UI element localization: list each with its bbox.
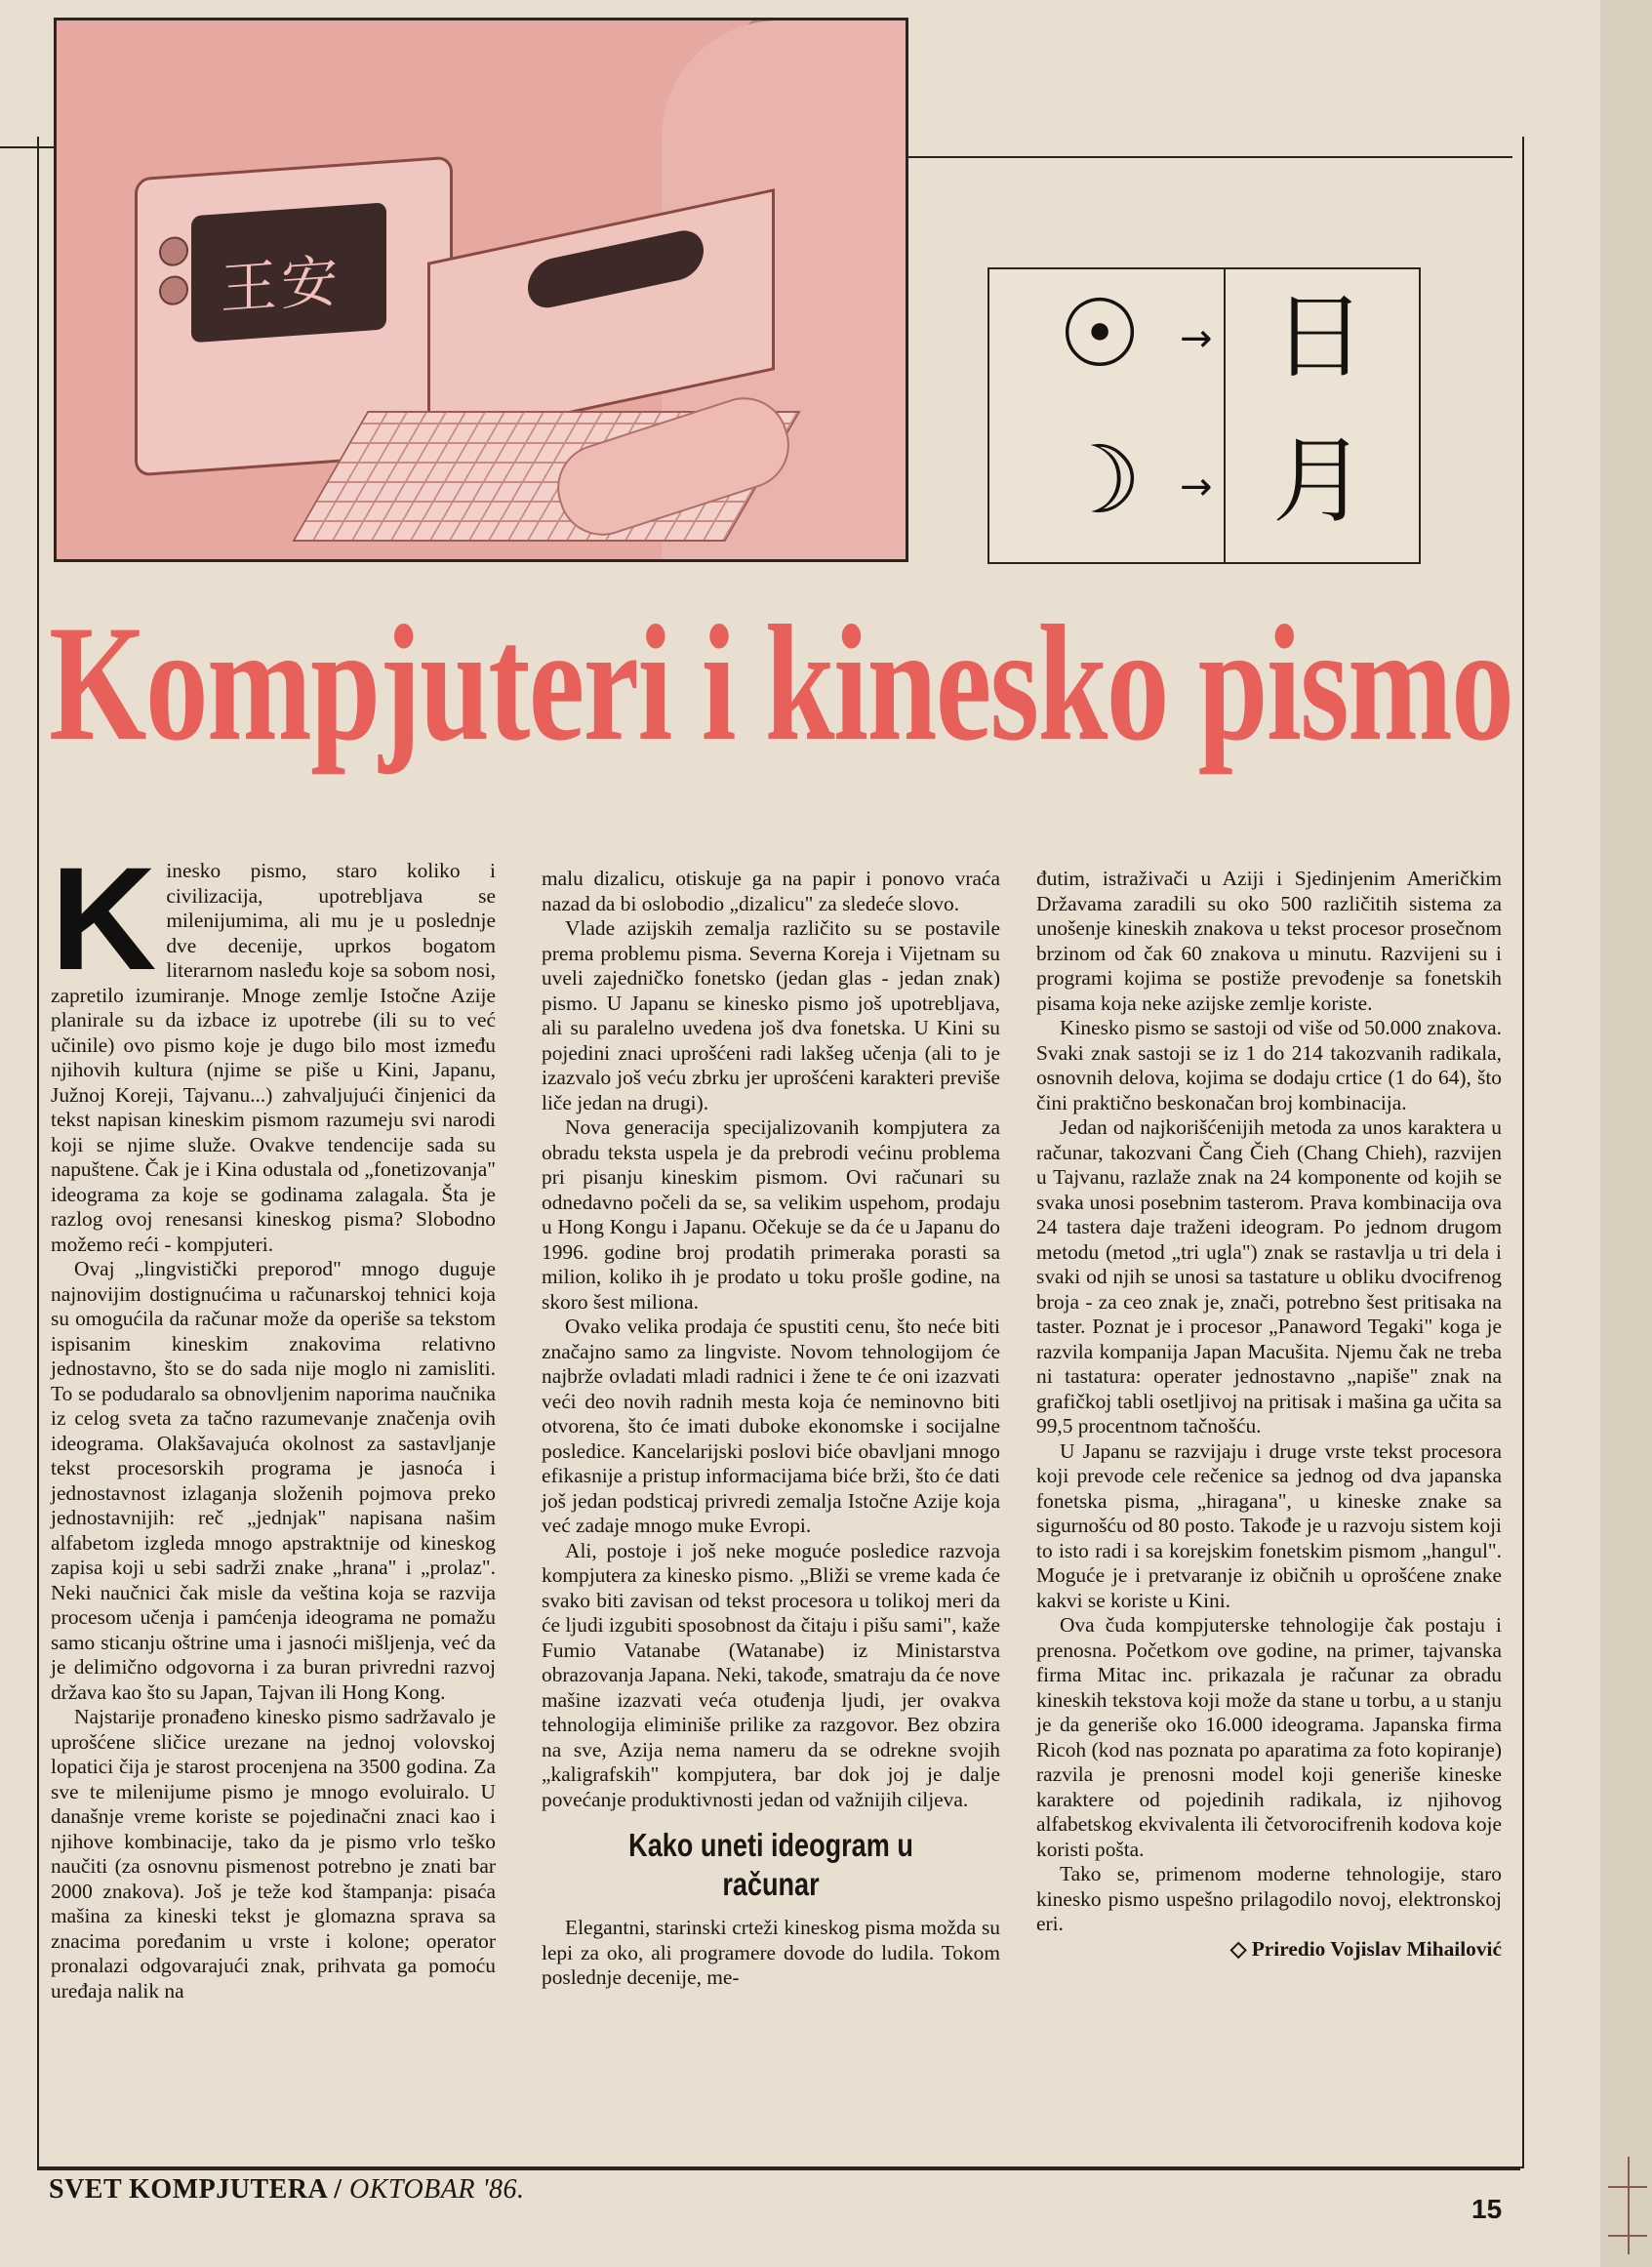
magazine-name: SVET KOMPJUTERA / (49, 2174, 342, 2205)
paragraph: Ova čuda kompjuterske tehnologije čak postaju i prenosna. Početkom ove godine, na primer, tajvanska firma Mitac inc. prikazala je računar za obradu kineskih tekstova koji može da stane u torbu, a u stanju je da generiše oko 16.000 ideograma. Japanska firma Ricoh (kod nas poznata po aparatima za foto kopiranje) razvila je prenosni model koji generiše kineske karaktere od pojedinih radikala, iz njihovog alfabetskog ekvivalenta ili četvorocifrenih kodova koje koristi pošta. (1036, 1613, 1502, 1861)
sun-character: 日 (1272, 285, 1366, 389)
crop-mark (1608, 2235, 1647, 2237)
paragraph: Ali, postoje i još neke moguće posledice razvoja kompjutera za kinesko pismo. „Bliži se vreme kada će svako biti zavisan od tekst procesora u tolikoj meri da će ljudi izgubiti sposobnost da čitaju i pišu sami", kaže Fumio Vatanabe (Watanabe) iz Ministarstva obrazovanja Japana. Neki, takođe, smatraju da će nove mašine izazvati veća otuđenja ljudi, jer ovakva tehnologija eliminiše prilike za razgovor. Bez obzira na sve, Azija nema nameru da se odrekne svojih „kaligrafskih" kompjutera, bar dok joj je dalje povećanje produktivnosti jedan od važnijih ciljeva. (542, 1538, 1000, 1811)
paragraph: U Japanu se razvijaju i druge vrste tekst procesora koji prevode cele rečenice sa jednog od dva japanska fonetska pisma, „hiragana", u kineske znake sa sigurnošću od 80 posto. Takođe je u razvoju sistem koji to isto radi i sa korejskim fonetskim pismom „hangul". Moguće je i pretvaranje iz običnih u oprošćene znake kakvi se koriste u Kini. (1036, 1438, 1502, 1612)
author-signature: ◇ Priredio Vojislav Mihailović (1229, 1936, 1502, 1961)
paragraph: Nova generacija specijalizovanih kompjutera za obradu teksta uspela je da prebrodi većinu problema pri pisanju kineskim pismom. Ovi računari su odnedavno počeli da se, sa velikim uspehom, prodaju u Hong Kongu i Japanu. Očekuje se da će u Japanu do 1996. godine broj prodatih primeraka porasti sa milion, koliko ih je prodato u toku prošle godine, na skoro šest miliona. (542, 1115, 1000, 1314)
article-title: Kompjuteri i kinesko pismo (49, 591, 1513, 775)
paragraph: Elegantni, starinski crteži kineskog pisma možda su lepi za oko, ali programere dovode do ludila. Tokom poslednje decenije, me- (542, 1916, 1000, 1989)
photo-monitor-knob (159, 275, 188, 306)
page-edge (1600, 0, 1652, 2267)
diagram-divider (1224, 269, 1226, 562)
photo-computer-operator (54, 18, 908, 562)
paragraph: Ovaj „lingvistički preporod" mnogo duguje najnovijim dostignućima u računarskoj tehnici koja su omogućila da računar može da operiše sa tekstom ispisanim kineskim znakovima relativno jednostavno, što se do sada nije moglo ni zamisliti. To se podudaralo sa obnovljenim naporima naučnika iz celog sveta za tačno razumevanje značenja ovih ideograma. Olakšavajuća okolnost za sastavljanje tekst procesorskih programa je jasnoća i jednostavnost izlaganja složenih pojmova preko jednostavnijih: reč „jednjak" napisana našim alfabetom izgleda mnogo apstraktnije od kineskog zapisa koji u sebi sadrži znake „hrana" i „prolaz". Neki naučnici čak misle da veština koja se razvija procesom učenja i pamćenja ideograma ne pomažu samo sticanju oštrine uma i jasnoći mišljenja, već da je delimično odgovorna i za buran privredni razvoj država kao što su Japan, Tajvan ili Hong Kong. (51, 1257, 496, 1704)
paragraph: inesko pismo, staro koliko i civilizacija, upotrebljava se milenijumima, ali mu je u poslednje dve decenije, uprkos bogatom literarnom nasleđu koje sa sobom nosi, zapretilo izumiranje. Mnoge zemlje Istočne Azije planirale su da izbace iz upotrebe (ili su to već učinile) ovo pismo koje je dugo bilo most između njihovih kultura (njime se piše u Kini, Japanu, Južnoj Koreji, Tajvanu...) zahvaljujući činjenici da tekst napisan kineskim pismom razumeju svi narodi koji se njime služe. Ovakve tendencije sada su napuštene. Čak je i Kina odustala od „fonetizovanja" ideograma za koje se godinama zalagala. Šta je razlog ovoj renesansi kineskog pisma? Slobodno možemo reći - kompjuteri. (51, 859, 496, 1256)
rule-top (907, 156, 1512, 158)
arrow-icon: → (1180, 316, 1213, 361)
subheading: Kako uneti ideogram u računar (628, 1827, 913, 1902)
paragraph: malu dizalicu, otiskuje ga na papir i ponovo vraća nazad da bi oslobodio „dizalicu" za sledeće slovo. (542, 867, 1000, 915)
footer-masthead (49, 2174, 524, 2206)
column-1 (51, 836, 496, 2004)
issue-date: OKTOBAR '86. (348, 2174, 525, 2205)
footer-rule (37, 2168, 1520, 2170)
photo-screen (191, 202, 386, 343)
sun-pictogram: ☉ (1058, 279, 1143, 388)
photo-printer-roll (528, 226, 704, 312)
photo-screen-characters: 王安 (221, 249, 342, 322)
arrow-icon: → (1180, 465, 1213, 509)
column-2 (542, 867, 1000, 1991)
photo-monitor-knob (159, 236, 188, 267)
paragraph: Ovako velika prodaja će spustiti cenu, što neće biti značajno samo za lingviste. Novom tehnologijom će najbrže ovladati mladi radnici i žene te će oni izazvati veći deo novih radnih mesta koja će neminovno biti otvorena, što će imati duboke ekonomske i socijalne posledice. Kancelarijski poslovi biće obavljani mnogo efikasnije a pristup informacijama biće brži, što će dati još jedan podsticaj privredi zemalja Istočne Azije koja već zadaje mnogo muke Evropi. (542, 1315, 1000, 1537)
page-number: 15 (1471, 2194, 1503, 2224)
moon-pictogram: ☽ (1058, 425, 1143, 535)
paragraph: Jedan od najkorišćenijih metoda za unos karaktera u računar, takozvani Čang Čieh (Chang Chieh), razvijen u Tajvanu, razlaže znak na 24 komponente od kojih se svaka unosi posebnim tasterom. Prava kombinacija ova 24 tastera daje traženi ideogram. Po jednom drugom metodu (metod „tri ugla") znak se rastavlja u tri dela i svaki od njih se unosi sa tastature u obliku dvocifrenog broja - za ceo znak je, znači, potrebno šest pritisaka na taster. Poznat je i procesor „Panaword Tegaki" koga je razvila kompanija Japan Macušita. Njemu čak ne treba ni tastatura: operater jednostavno „napiše" znak na grafičkoj tabli osetljivoj na pritisak i mašina ga učita sa 99,5 procentnom tačnošću. (1036, 1115, 1502, 1437)
column-3 (1036, 867, 1502, 1962)
crop-mark (1608, 2186, 1647, 2188)
crop-mark (1628, 2157, 1630, 2254)
paragraph: Kinesko pismo se sastoji od više od 50.000 znakova. Svaki znak sastoji se iz 1 do 214 takozvanih radikala, osnovnih delova, kojima se dodaju crtice (1 do 64), što čini praktično beskonačan broj kombinacija. (1036, 1016, 1502, 1114)
paragraph: Najstarije pronađeno kinesko pismo sadržavalo je uprošćene sličice urezane na jednoj volovskoj lopatici čija je starost procenjena na 3500 godina. Za sve te milenijume pismo je mnogo evoluiralo. U današnje vreme koriste se pojedinačni znaci kao i njihove kombinacije, tako da je pismo vrlo teško naučiti (za osnovnu pismenost potrebno je znati bar 2000 znakova). Još je teže kod štampanja: pisaća mašina za kineski tekst je glomazna sprava sa znacima poređanim u vrste i kolone; operator pronalazi odgovarajući znak, prihvata ga pomoću uređaja nalik na (51, 1705, 496, 2003)
pictogram-diagram (987, 267, 1421, 564)
paragraph: đutim, istraživači u Aziji i Sjedinjenim Američkim Državama zaradili su oko 500 različitih sistema za unošenje kineskih znakova u tekst procesor prosečnom brzinom od čak 60 znakova u minutu. Razvijeni su i programi kojima se postiže prevođenje sa fonetskih pisama koja neke azijske zemlje koriste. (1036, 867, 1502, 1015)
paragraph: Vlade azijskih zemalja različito su se postavile prema problemu pisma. Severna Koreja i Vijetnam su uveli zajedničko fonetsko (jedan glas - jedan znak) pismo. U Japanu se kinesko pismo još upotrebljava, ali su paralelno uvedena još dva fonetska. U Kini su pojedini znaci uprošćeni radi lakšeg učenja (ali to je izazvalo još veću zbrku jer uprošćeni karakteri previše liče jedan na drugi). (542, 916, 1000, 1114)
drop-cap: K (51, 836, 157, 1000)
paragraph: Tako se, primenom moderne tehnologije, staro kinesko pismo uspešno prilagodilo novoj, elektronskoj eri. (1036, 1862, 1502, 1935)
moon-character: 月 (1272, 429, 1366, 534)
